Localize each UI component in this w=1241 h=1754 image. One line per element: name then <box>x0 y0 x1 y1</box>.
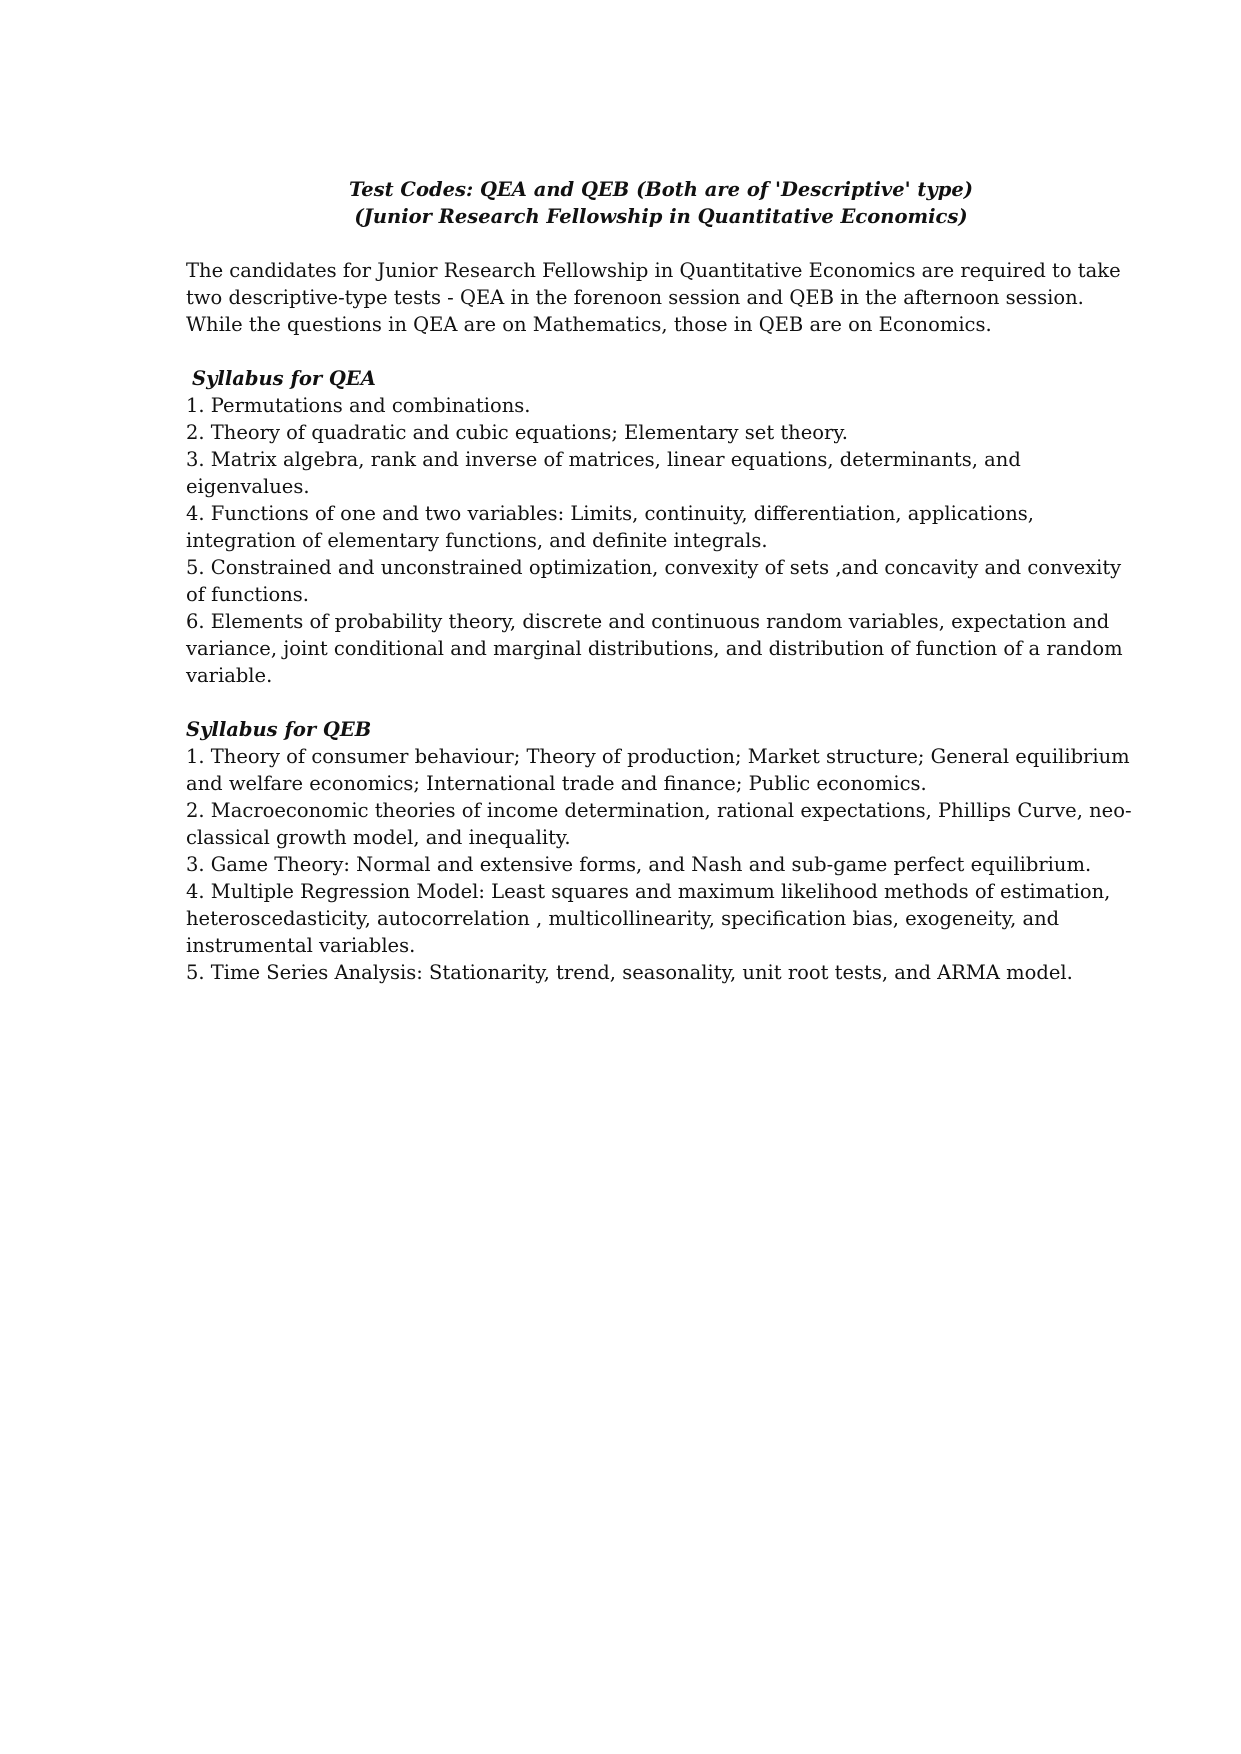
syllabus-qeb-item: 2. Macroeconomic theories of income determination, rational expectations, Phillips Curve, neo-classical growth model, and inequality. <box>186 799 1132 849</box>
document-title: Test Codes: QEA and QEB (Both are of 'Descriptive' type) <box>348 178 974 201</box>
syllabus-qea-item: 3. Matrix algebra, rank and inverse of matrices, linear equations, determinants, and eigenvalues. <box>186 448 1021 498</box>
document-content <box>186 176 1136 1013</box>
syllabus-qeb-item: 5. Time Series Analysis: Stationarity, trend, seasonality, unit root tests, and ARMA model. <box>186 961 1073 984</box>
syllabus-qea-heading: Syllabus for QEA <box>192 367 376 390</box>
syllabus-qea-item: 6. Elements of probability theory, discrete and continuous random variables, expectation and variance, joint conditional and marginal distributions, and distribution of function of a random variable. <box>186 610 1123 687</box>
syllabus-qea-item: 2. Theory of quadratic and cubic equations; Elementary set theory. <box>186 421 848 444</box>
syllabus-qea-section <box>186 365 1136 689</box>
syllabus-qeb-heading: Syllabus for QEB <box>186 718 372 741</box>
document-title-block <box>186 176 1136 230</box>
intro-paragraph: The candidates for Junior Research Fellowship in Quantitative Economics are required to take two descriptive-type tests - QEA in the forenoon session and QEB in the afternoon session. While the questions in QEA are on Mathematics, those in QEB are on Economics. <box>186 259 1121 336</box>
syllabus-qeb-item: 1. Theory of consumer behaviour; Theory of production; Market structure; General equilibrium and welfare economics; International trade and finance; Public economics. <box>186 745 1130 795</box>
syllabus-qeb-item: 3. Game Theory: Normal and extensive forms, and Nash and sub-game perfect equilibrium. <box>186 853 1092 876</box>
document-subtitle: (Junior Research Fellowship in Quantitative Economics) <box>354 205 968 228</box>
syllabus-qea-item: 1. Permutations and combinations. <box>186 394 531 417</box>
syllabus-qeb-section <box>186 716 1136 986</box>
syllabus-qeb-item: 4. Multiple Regression Model: Least squares and maximum likelihood methods of estimation, heteroscedasticity, autocorrelation , multicollinearity, specification bias, exogeneity, and instrumental variables. <box>186 880 1111 957</box>
syllabus-qea-item: 4. Functions of one and two variables: Limits, continuity, differentiation, applications, integration of elementary functions, and definite integrals. <box>186 502 1034 552</box>
syllabus-qea-item: 5. Constrained and unconstrained optimization, convexity of sets ,and concavity and convexity of functions. <box>186 556 1122 606</box>
